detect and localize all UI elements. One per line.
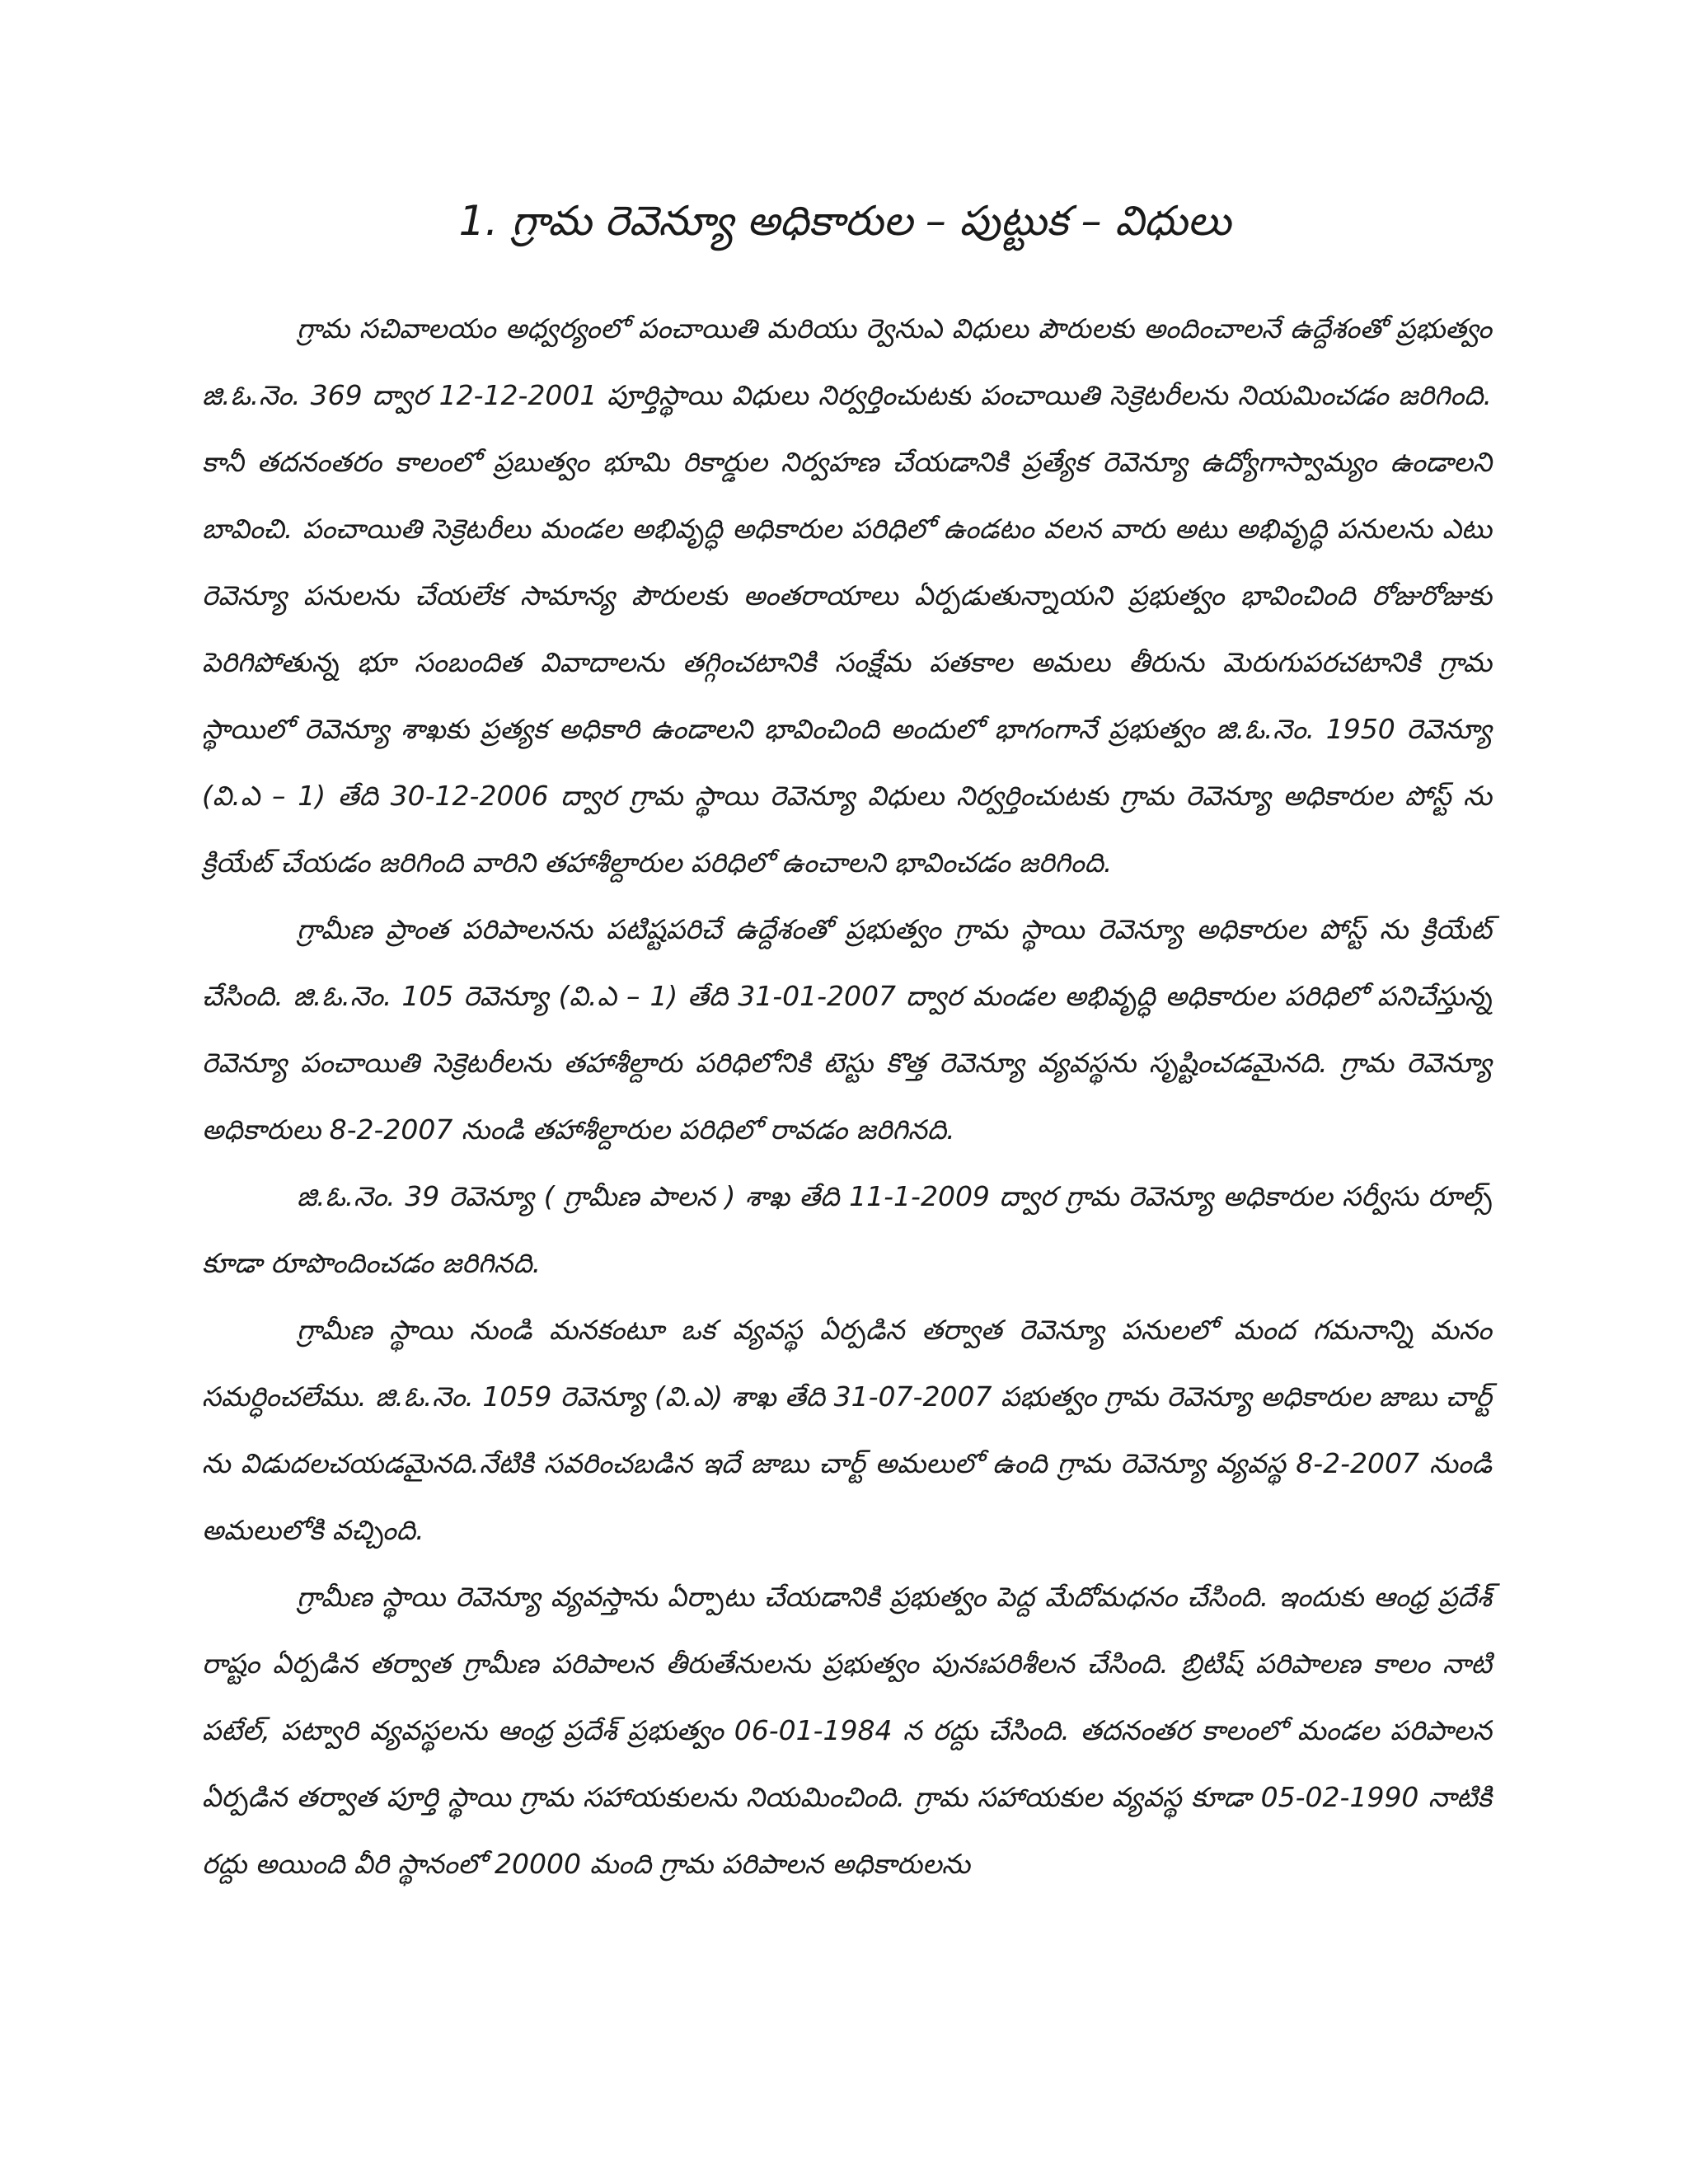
- paragraph-origin: గ్రామ సచివాలయం అధ్వర్యంలో పంచాయితి మరియు ర్వెనుఎ విధులు పౌరులకు అందించాలనే ఉద్దేశంతో ప్రభుత్వం జి.ఓ.నెం. 369 ద్వార 12-12-2001 పూర్తిస్థాయి విధులు నిర్వర్తించుటకు పంచాయితి సెక్రెటరీలను నియమించడం జరిగింది. కానీ తదనంతరం కాలంలో ప్రబుత్వం భూమి రికార్డుల నిర్వహణ చేయడానికి ప్రత్యేక రెవెన్యూ ఉద్యోగాస్వామ్యం ఉండాలని బావించి. పంచాయితి సెక్రెటరీలు మండల అభివృద్ధి అధికారుల పరిధిలో ఉండటం వలన వారు అటు అభివృద్ధి పనులను ఎటు రెవెన్యూ పనులను చేయలేక సామాన్య పౌరులకు అంతరాయాలు ఏర్పడుతున్నాయని ప్రభుత్వం భావించింది రోజురోజుకు పెరిగిపోతున్న భూ సంబందిత వివాదాలను తగ్గించటానికి సంక్షేమ పతకాల అమలు తీరును మెరుగుపరచటానికి గ్రామ స్థాయిలో రెవెన్యూ శాఖకు ప్రత్యక అధికారి ఉండాలని భావించింది అందులో భాగంగానే ప్రభుత్వం జి.ఓ.నెం. 1950 రెవెన్యూ (వి.ఎ – 1) తేది 30-12-2006 ద్వార గ్రామ స్థాయి రెవెన్యూ విధులు నిర్వర్తించుటకు గ్రామ రెవెన్యూ అధికారుల పోస్ట్ ను క్రియేట్ చేయడం జరిగింది వారిని తహాశీల్దారుల పరిధిలో ఉంచాలని భావించడం జరిగింది.: [202, 312, 1492, 879]
- document-title: 1. గ్రామ రెవెన్యూ అధికారుల – పుట్టుక – విధులు: [458, 197, 1231, 245]
- paragraph-post-creation: గ్రామీణ ప్రాంత పరిపాలనను పటిష్టపరిచే ఉద్దేశంతో ప్రభుత్వం గ్రామ స్థాయి రెవెన్యూ అధికారుల పోస్ట్ ను క్రియేట్ చేసింది. జి.ఓ.నెం. 105 రెవెన్యూ (వి.ఎ – 1) తేది 31-01-2007 ద్వార మండల అభివృద్ధి అధికారుల పరిధిలో పనిచేస్తున్న రెవెన్యూ పంచాయితి సెక్రెటరీలను తహాశీల్దారు పరిధిలోనికి టెస్టు కొత్త రెవెన్యూ వ్యవస్థను సృష్టించడమైనది. గ్రామ రెవెన్యూ అధికారులు 8-2-2007 నుండి తహాశీల్దారుల పరిధిలో రావడం జరిగినది.: [202, 913, 1492, 1146]
- paragraph-job-chart: గ్రామీణ స్థాయి నుండి మనకంటూ ఒక వ్యవస్థ ఏర్పడిన తర్వాత రెవెన్యూ పనులలో మంద గమనాన్ని మనం సమర్ధించలేము. జి.ఓ.నెం. 1059 రెవెన్యూ (వి.ఎ) శాఖ తేది 31-07-2007 పభుత్వం గ్రామ రెవెన్యూ అధికారుల జాబు చార్ట్ ను విడుదలచయడమైనది.నేటికి సవరించబడిన ఇదే జాబు చార్ట్ అమలులో ఉంది గ్రామ రెవెన్యూ వ్యవస్థ 8-2-2007 నుండి అమలులోకి వచ్చింది.: [202, 1314, 1492, 1546]
- paragraph-service-rules: జి.ఓ.నెం. 39 రెవెన్యూ ( గ్రామీణ పాలన ) శాఖ తేది 11-1-2009 ద్వార గ్రామ రెవెన్యూ అధికారుల సర్వీసు రూల్స్ కూడా రూపొందించడం జరిగినది.: [202, 1180, 1492, 1279]
- document-body: [202, 295, 1492, 1897]
- paragraph-history: గ్రామీణ స్థాయి రెవెన్యూ వ్యవస్తాను ఏర్పాటు చేయడానికి ప్రభుత్వం పెద్ద మేదోమధనం చేసింది. ఇందుకు ఆంధ్ర ప్రదేశ్ రాష్టం ఏర్పడిన తర్వాత గ్రామీణ పరిపాలన తీరుతేనులను ప్రభుత్వం పునఃపరిశీలన చేసింది. బ్రిటిష్ పరిపాలణ కాలం నాటి పటేల్, పట్వారి వ్యవస్థలను ఆంధ్ర ప్రదేశ్ ప్రభుత్వం 06-01-1984 న రద్దు చేసింది. తదనంతర కాలంలో మండల పరిపాలన ఏర్పడిన తర్వాత పూర్తి స్థాయి గ్రామ సహాయకులను నియమించింది. గ్రామ సహాయకుల వ్యవస్థ కూడా 05-02-1990 నాటికి రద్దు అయింది వీరి స్థానంలో 20000 మంది గ్రామ పరిపాలన అధికారులను: [202, 1581, 1492, 1880]
